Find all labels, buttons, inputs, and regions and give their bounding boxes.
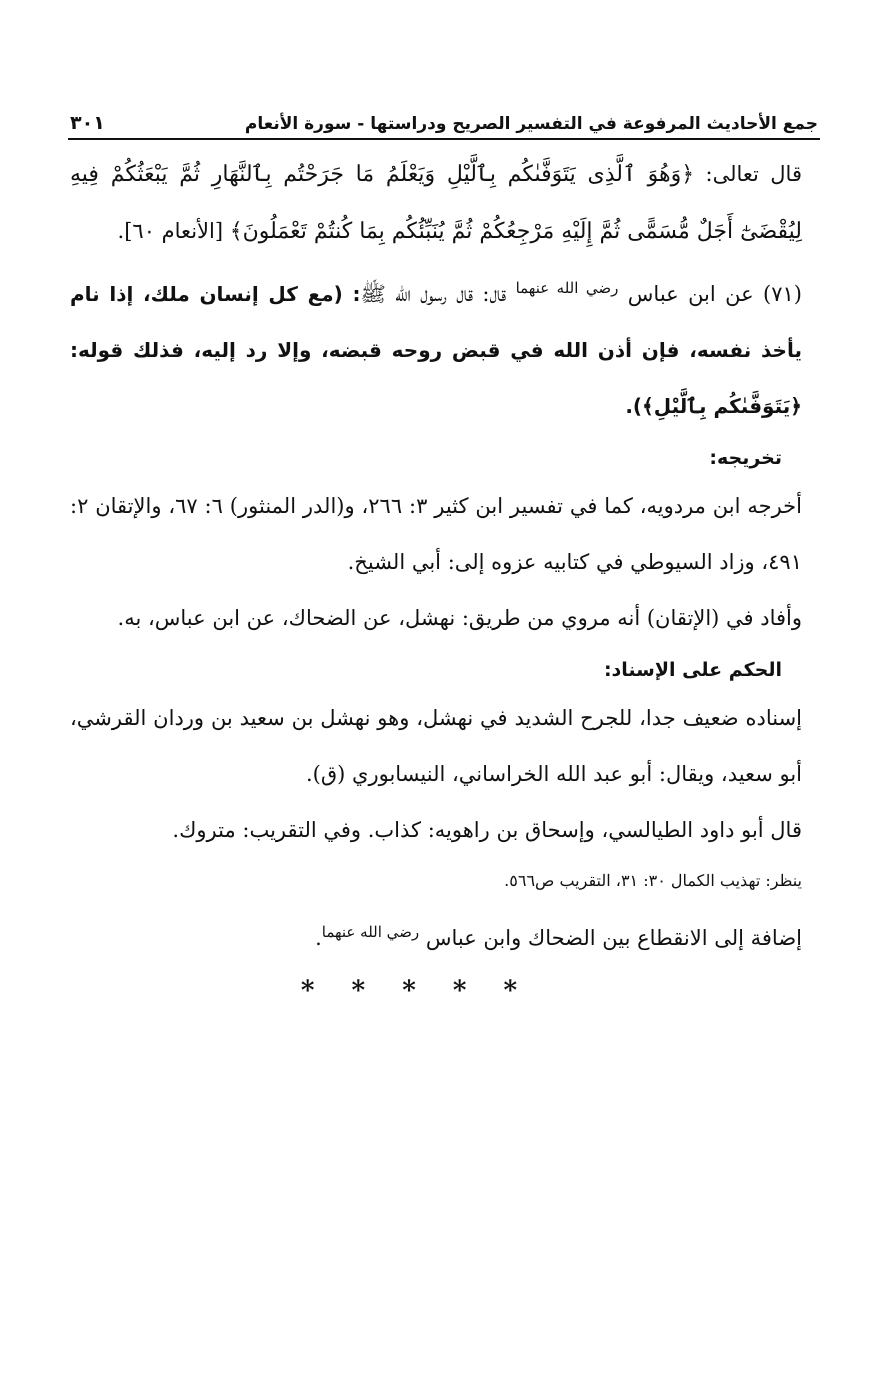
takhrij-paragraph-2: وأفاد في (الإتقان) أنه مروي من طريق: نهشل، عن الضحاك، عن ابن عباس، به. bbox=[117, 606, 802, 630]
hadith-paragraph bbox=[70, 260, 802, 434]
header-title: جمع الأحاديث المرفوعة في التفسير الصريح ودراستها - سورة الأنعام bbox=[244, 114, 818, 134]
takhrij-paragraph-1: أخرجه ابن مردويه، كما في تفسير ابن كثير ٣: ٢٦٦، و(الدر المنثور) ٦: ٦٧، والإتقان ٢: ٤٩١، وزاد السيوطي في كتابيه عزوه إلى: أبي الشيخ. bbox=[70, 494, 802, 574]
quran-verse: ﴿وَهُوَ ٱلَّذِى يَتَوَفَّىٰكُم بِٱلَّيْلِ وَيَعْلَمُ مَا جَرَحْتُم بِٱلنَّهَارِ ثُمَّ يَبْعَثُكُمْ فِيهِ لِيُقْضَىٰٓ أَجَلٌ مُّسَمًّى ثُمَّ إِلَيْهِ مَرْجِعُكُمْ ثُمَّ يُنَبِّئُكُم بِمَا كُنتُمْ تَعْمَلُونَ﴾ bbox=[70, 162, 802, 244]
hadith-text: : (مع كل إنسان ملك، إذا نام يأخذ نفسه، فإن أذن الله في قبض روحه قبضه، وإلا رد إليه، فذلك قوله: ﴿يَتَوَفَّىٰكُم بِٱلَّيْلِ﴾). bbox=[70, 282, 802, 418]
running-header bbox=[68, 100, 820, 140]
page-body bbox=[68, 146, 820, 1006]
takhrij-heading: تخريجه: bbox=[709, 447, 782, 469]
hukm-heading: الحكم على الإسناد: bbox=[603, 659, 782, 681]
section-separator: * * * * * bbox=[300, 976, 532, 1006]
verse-reference: [الأنعام ٦٠]. bbox=[117, 219, 230, 243]
ibn-abbas-honorific: رضي الله عنهما bbox=[321, 923, 420, 941]
hukm-reference-note: ينظر: تهذيب الكمال ٣٠: ٣١، التقريب ص٥٦٦. bbox=[504, 871, 802, 890]
hadith-said: قال: قال رسول الله bbox=[385, 282, 516, 306]
verse-intro: قال تعالى: bbox=[694, 162, 802, 186]
verse-paragraph bbox=[70, 146, 802, 260]
hukm-paragraph-3 bbox=[70, 904, 802, 966]
hadith-number: (٧١) bbox=[753, 282, 802, 306]
page bbox=[68, 100, 820, 1006]
hukm-paragraph-1: إسناده ضعيف جدا، للجرح الشديد في نهشل، وهو نهشل بن سعيد بن وردان القرشي، أبو سعيد، ويقال: أبو عبد الله الخراساني، النيسابوري (ق). bbox=[70, 706, 802, 786]
hukm-paragraph-3-text: إضافة إلى الانقطاع بين الضحاك وابن عباس bbox=[419, 926, 802, 950]
hadith-narrator: عن ابن عباس bbox=[618, 282, 754, 306]
prophet-honorific: ﷺ bbox=[360, 282, 386, 306]
narrator-honorific: رضي الله عنهما bbox=[515, 279, 619, 297]
hukm-paragraph-2: قال أبو داود الطيالسي، وإسحاق بن راهويه: كذاب. وفي التقريب: متروك. bbox=[172, 818, 802, 842]
page-number: ٣٠١ bbox=[70, 112, 105, 134]
hukm-paragraph-3-end: . bbox=[315, 926, 322, 950]
